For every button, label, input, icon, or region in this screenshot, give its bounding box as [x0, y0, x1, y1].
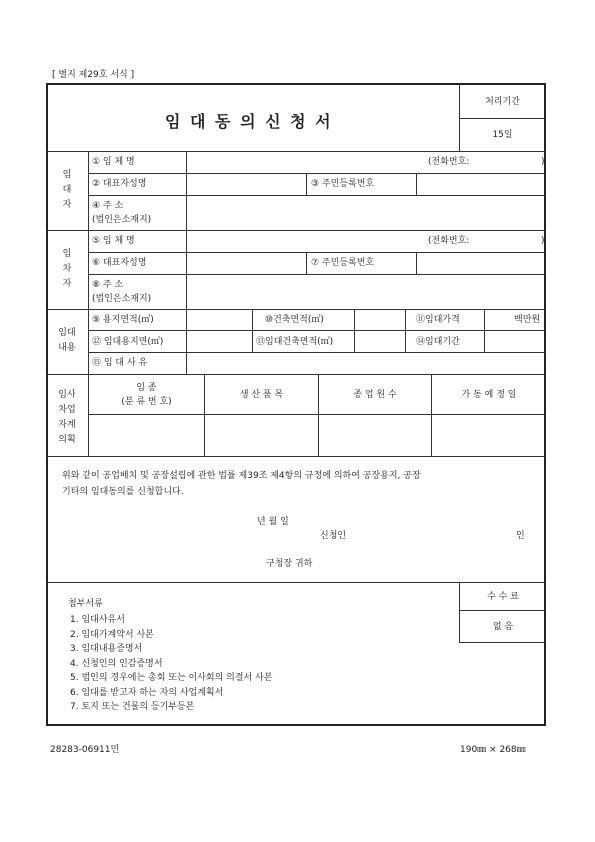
paper-size: 190㎜ × 268㎜ [460, 745, 526, 755]
products-header: 생 산 품 목 [239, 390, 284, 400]
fee-value: 없 음 [492, 622, 514, 632]
lessor-name-label: ① 임 체 명 [92, 157, 135, 167]
lease-land-area-field[interactable] [188, 333, 250, 350]
lessee-address-field[interactable] [188, 277, 544, 307]
statement-line-2: 기타의 임대동의를 신청합니다. [62, 487, 184, 497]
attachment-item: 7. 토지 또는 건물의 등기부등본 [70, 702, 195, 712]
lessee-name-field[interactable] [188, 233, 418, 250]
lessee-name-label: ⑤ 임 체 명 [92, 236, 135, 246]
seal-mark: 인 [516, 531, 525, 541]
site-area-label: ⑨ 용지면적(㎡) [92, 315, 154, 325]
attachment-item: 5. 법인의 경우에는 총회 또는 이사회의 의결서 사본 [70, 673, 273, 683]
lessee-rep-label: ⑥ 대표자성명 [92, 258, 147, 268]
lessor-rrn-field[interactable] [418, 176, 544, 193]
lessor-address-field[interactable] [188, 198, 544, 228]
lessee-address-label: ⑧ 주 소 [92, 280, 124, 290]
lease-reason-field[interactable] [188, 355, 544, 372]
operation-date-header: 가 동 예 정 일 [461, 390, 517, 400]
lessor-rrn-label: ③ 주민등록번호 [311, 179, 375, 189]
lessee-rep-field[interactable] [188, 255, 304, 272]
lessor-name-field[interactable] [188, 154, 418, 171]
application-date: 년 월 일 [257, 517, 289, 527]
attachment-item: 2. 임대가계약서 사본 [70, 629, 154, 640]
lease-price-label: ⑪임대가격 [416, 315, 460, 325]
site-area-field[interactable] [188, 312, 250, 328]
processing-period-value: 15일 [492, 130, 513, 140]
attachment-item: 1. 임대사유서 [70, 615, 125, 625]
lessor-phone-label: (전화번호: [428, 157, 470, 167]
lessor-address-label: ④ 주 소 [92, 201, 124, 211]
fee-label: 수 수 료 [487, 592, 519, 602]
lease-period-field[interactable] [486, 333, 544, 350]
applicant-label: 신청인 [320, 531, 347, 541]
statement-line-1: 위와 같이 공업배치 및 공장설립에 관한 법률 제39조 제4항의 규정에 의하여 공장용지, 공장 [62, 471, 421, 481]
form-number-label: [ 별지 제29호 서식 ] [52, 70, 135, 80]
lease-price-unit: 백만원 [514, 315, 541, 325]
building-area-label: ⑩건축면적(㎡) [265, 315, 324, 325]
attachment-item: 4. 신청인의 인감증명서 [70, 658, 163, 669]
employees-field[interactable] [320, 416, 429, 454]
operation-date-field[interactable] [433, 416, 544, 454]
lessee-rrn-field[interactable] [418, 255, 544, 272]
lessor-rep-field[interactable] [188, 176, 304, 193]
lessee-phone-label: (전화번호: [428, 236, 470, 246]
attachment-item: 6. 임대를 받고자 하는 자의 사업계획서 [70, 687, 224, 698]
lessor-section-label: 임 대 자 [62, 170, 72, 210]
classification-number-header: (분 류 번 호) [121, 397, 172, 407]
attachments-title: 첨부서류 [68, 599, 103, 609]
processing-period-label: 처리기간 [485, 97, 520, 107]
industry-type-header: 임 종 [136, 383, 157, 393]
building-area-field[interactable] [356, 312, 403, 328]
lessor-phone-close: ) [541, 157, 545, 167]
lessor-rep-label: ② 대표자성명 [92, 179, 147, 189]
lessor-address-sub: (법인은소재지) [92, 215, 152, 225]
attachment-item: 3. 임대내용증명서 [70, 644, 143, 654]
lease-reason-label: ⑮ 임 대 사 유 [92, 358, 148, 368]
recipient-label: 구청장 귀하 [266, 559, 313, 569]
employees-header: 종 업 원 수 [353, 390, 397, 400]
lessee-section-label: 임 차 자 [62, 249, 72, 289]
form-title: 임 대 동 의 신 청 서 [165, 112, 333, 131]
lessee-address-sub: (법인은소재지) [92, 294, 152, 304]
business-plan-section-label: 임사 차업 자계 의획 [58, 390, 76, 445]
form-code: 28283-06911민 [50, 745, 120, 755]
attachments-list [70, 613, 273, 715]
industry-type-field[interactable] [90, 416, 202, 454]
lease-building-area-field[interactable] [356, 333, 403, 350]
lease-period-label: ⑭임대기간 [416, 337, 460, 347]
lease-section-label: 임대 내용 [58, 328, 76, 353]
products-field[interactable] [206, 416, 316, 454]
lease-land-area-label: ⑫ 임대용지면(㎡) [92, 337, 164, 347]
lessee-phone-close: ) [541, 236, 545, 246]
lessee-rrn-label: ⑦ 주민등록번호 [311, 258, 375, 268]
lease-building-area-label: ⑬임대건축면적(㎡) [256, 337, 334, 347]
